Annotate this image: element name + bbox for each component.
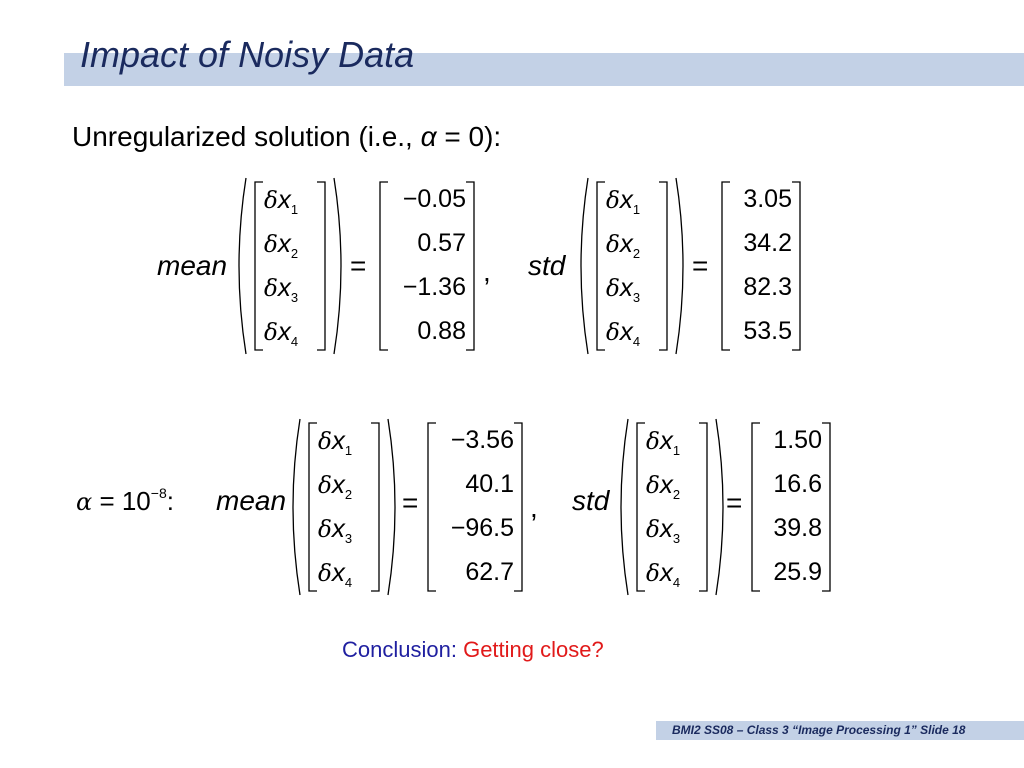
delta-symbol: δ [646, 429, 660, 455]
variable-index: 2 [672, 487, 681, 502]
delta-symbol: δ [646, 473, 660, 499]
variable-index: 1 [344, 443, 353, 458]
variable-entry [616, 469, 728, 510]
value-entry: 62.7 [465, 558, 514, 586]
std-values-vector [718, 176, 804, 356]
variable-entry [234, 228, 346, 269]
delta-symbol: δ [264, 276, 278, 302]
subtitle [72, 121, 501, 153]
alpha-equals: = 10 [92, 486, 151, 516]
variable-entry [288, 425, 400, 466]
variable-entry [576, 184, 688, 225]
variable-entry [288, 469, 400, 510]
variable-index: 1 [290, 202, 299, 217]
std-label: std [528, 250, 566, 281]
variable-entry [576, 316, 688, 357]
subtitle-prefix: Unregularized solution (i.e., [72, 121, 421, 152]
variable-index: 1 [632, 202, 641, 217]
value-entry: 82.3 [743, 273, 792, 301]
variable-x: x [277, 184, 291, 214]
conclusion-label: Conclusion: [342, 637, 457, 662]
value-entry: 1.50 [773, 426, 822, 454]
value-entry: 53.5 [743, 317, 792, 345]
variable-index: 3 [344, 531, 353, 546]
variable-x: x [659, 513, 673, 543]
delta-symbol: δ [318, 517, 332, 543]
alpha-colon: : [166, 486, 174, 516]
value-entry: 39.8 [773, 514, 822, 542]
alpha-label [76, 485, 174, 517]
delta-symbol: δ [318, 429, 332, 455]
std-variable-vector [576, 176, 688, 356]
variable-entry [234, 272, 346, 313]
mean-label: mean [216, 485, 287, 516]
variable-x: x [659, 425, 673, 455]
variable-x: x [619, 184, 633, 214]
variable-x: x [277, 272, 291, 302]
value-entry: 25.9 [773, 558, 822, 586]
delta-symbol: δ [606, 232, 620, 258]
value-entry: −96.5 [450, 514, 514, 542]
slide-title: Impact of Noisy Data [80, 34, 415, 75]
delta-symbol: δ [264, 188, 278, 214]
comma: , [530, 492, 538, 523]
alpha-symbol: α [76, 488, 93, 516]
conclusion [342, 637, 604, 663]
variable-entry [576, 228, 688, 269]
value-entry: 16.6 [773, 470, 822, 498]
value-entry: −0.05 [402, 185, 466, 213]
variable-x: x [619, 228, 633, 258]
variable-entry [288, 557, 400, 598]
delta-symbol: δ [318, 473, 332, 499]
variable-x: x [277, 316, 291, 346]
slide-footer: BMI2 SS08 – Class 3 “Image Processing 1” Slide 18 [672, 723, 966, 737]
delta-symbol: δ [606, 276, 620, 302]
variable-x: x [331, 513, 345, 543]
std-label: std [572, 485, 610, 516]
value-entry: −3.56 [450, 426, 514, 454]
delta-symbol: δ [264, 320, 278, 346]
delta-symbol: δ [318, 561, 332, 587]
variable-entry [616, 557, 728, 598]
variable-entry [616, 513, 728, 554]
subtitle-suffix: = 0): [436, 121, 502, 152]
equals-sign: = [692, 250, 709, 281]
variable-x: x [619, 272, 633, 302]
value-entry: 40.1 [465, 470, 514, 498]
alpha-exponent: −8 [150, 485, 167, 501]
value-entry: 3.05 [743, 185, 792, 213]
variable-index: 1 [672, 443, 681, 458]
value-entry: −1.36 [402, 273, 466, 301]
variable-index: 2 [290, 246, 299, 261]
variable-x: x [659, 557, 673, 587]
variable-entry [288, 513, 400, 554]
mean-label: mean [157, 250, 228, 281]
subtitle-alpha: α [420, 121, 437, 152]
variable-x: x [331, 557, 345, 587]
equals-sign: = [350, 250, 367, 281]
variable-index: 4 [290, 334, 299, 349]
variable-entry [576, 272, 688, 313]
variable-x: x [331, 425, 345, 455]
value-entry: 0.57 [417, 229, 466, 257]
variable-x: x [619, 316, 633, 346]
value-entry: 0.88 [417, 317, 466, 345]
variable-entry [234, 316, 346, 357]
mean-variable-vector [234, 176, 346, 356]
variable-x: x [277, 228, 291, 258]
mean-variable-vector [288, 417, 400, 597]
equals-sign: = [402, 487, 419, 518]
comma: , [483, 256, 491, 287]
variable-entry [616, 425, 728, 466]
mean-values-vector [424, 417, 526, 597]
mean-values-vector [376, 176, 478, 356]
variable-x: x [331, 469, 345, 499]
variable-index: 3 [290, 290, 299, 305]
value-entry: 34.2 [743, 229, 792, 257]
std-values-vector [748, 417, 834, 597]
equals-sign: = [726, 487, 743, 518]
variable-index: 4 [672, 575, 681, 590]
variable-index: 2 [344, 487, 353, 502]
variable-index: 2 [632, 246, 641, 261]
std-variable-vector [616, 417, 728, 597]
conclusion-text: Getting close? [463, 637, 604, 662]
delta-symbol: δ [606, 320, 620, 346]
variable-entry [234, 184, 346, 225]
variable-x: x [659, 469, 673, 499]
delta-symbol: δ [646, 517, 660, 543]
variable-index: 4 [344, 575, 353, 590]
variable-index: 3 [672, 531, 681, 546]
delta-symbol: δ [646, 561, 660, 587]
variable-index: 4 [632, 334, 641, 349]
delta-symbol: δ [606, 188, 620, 214]
variable-index: 3 [632, 290, 641, 305]
delta-symbol: δ [264, 232, 278, 258]
